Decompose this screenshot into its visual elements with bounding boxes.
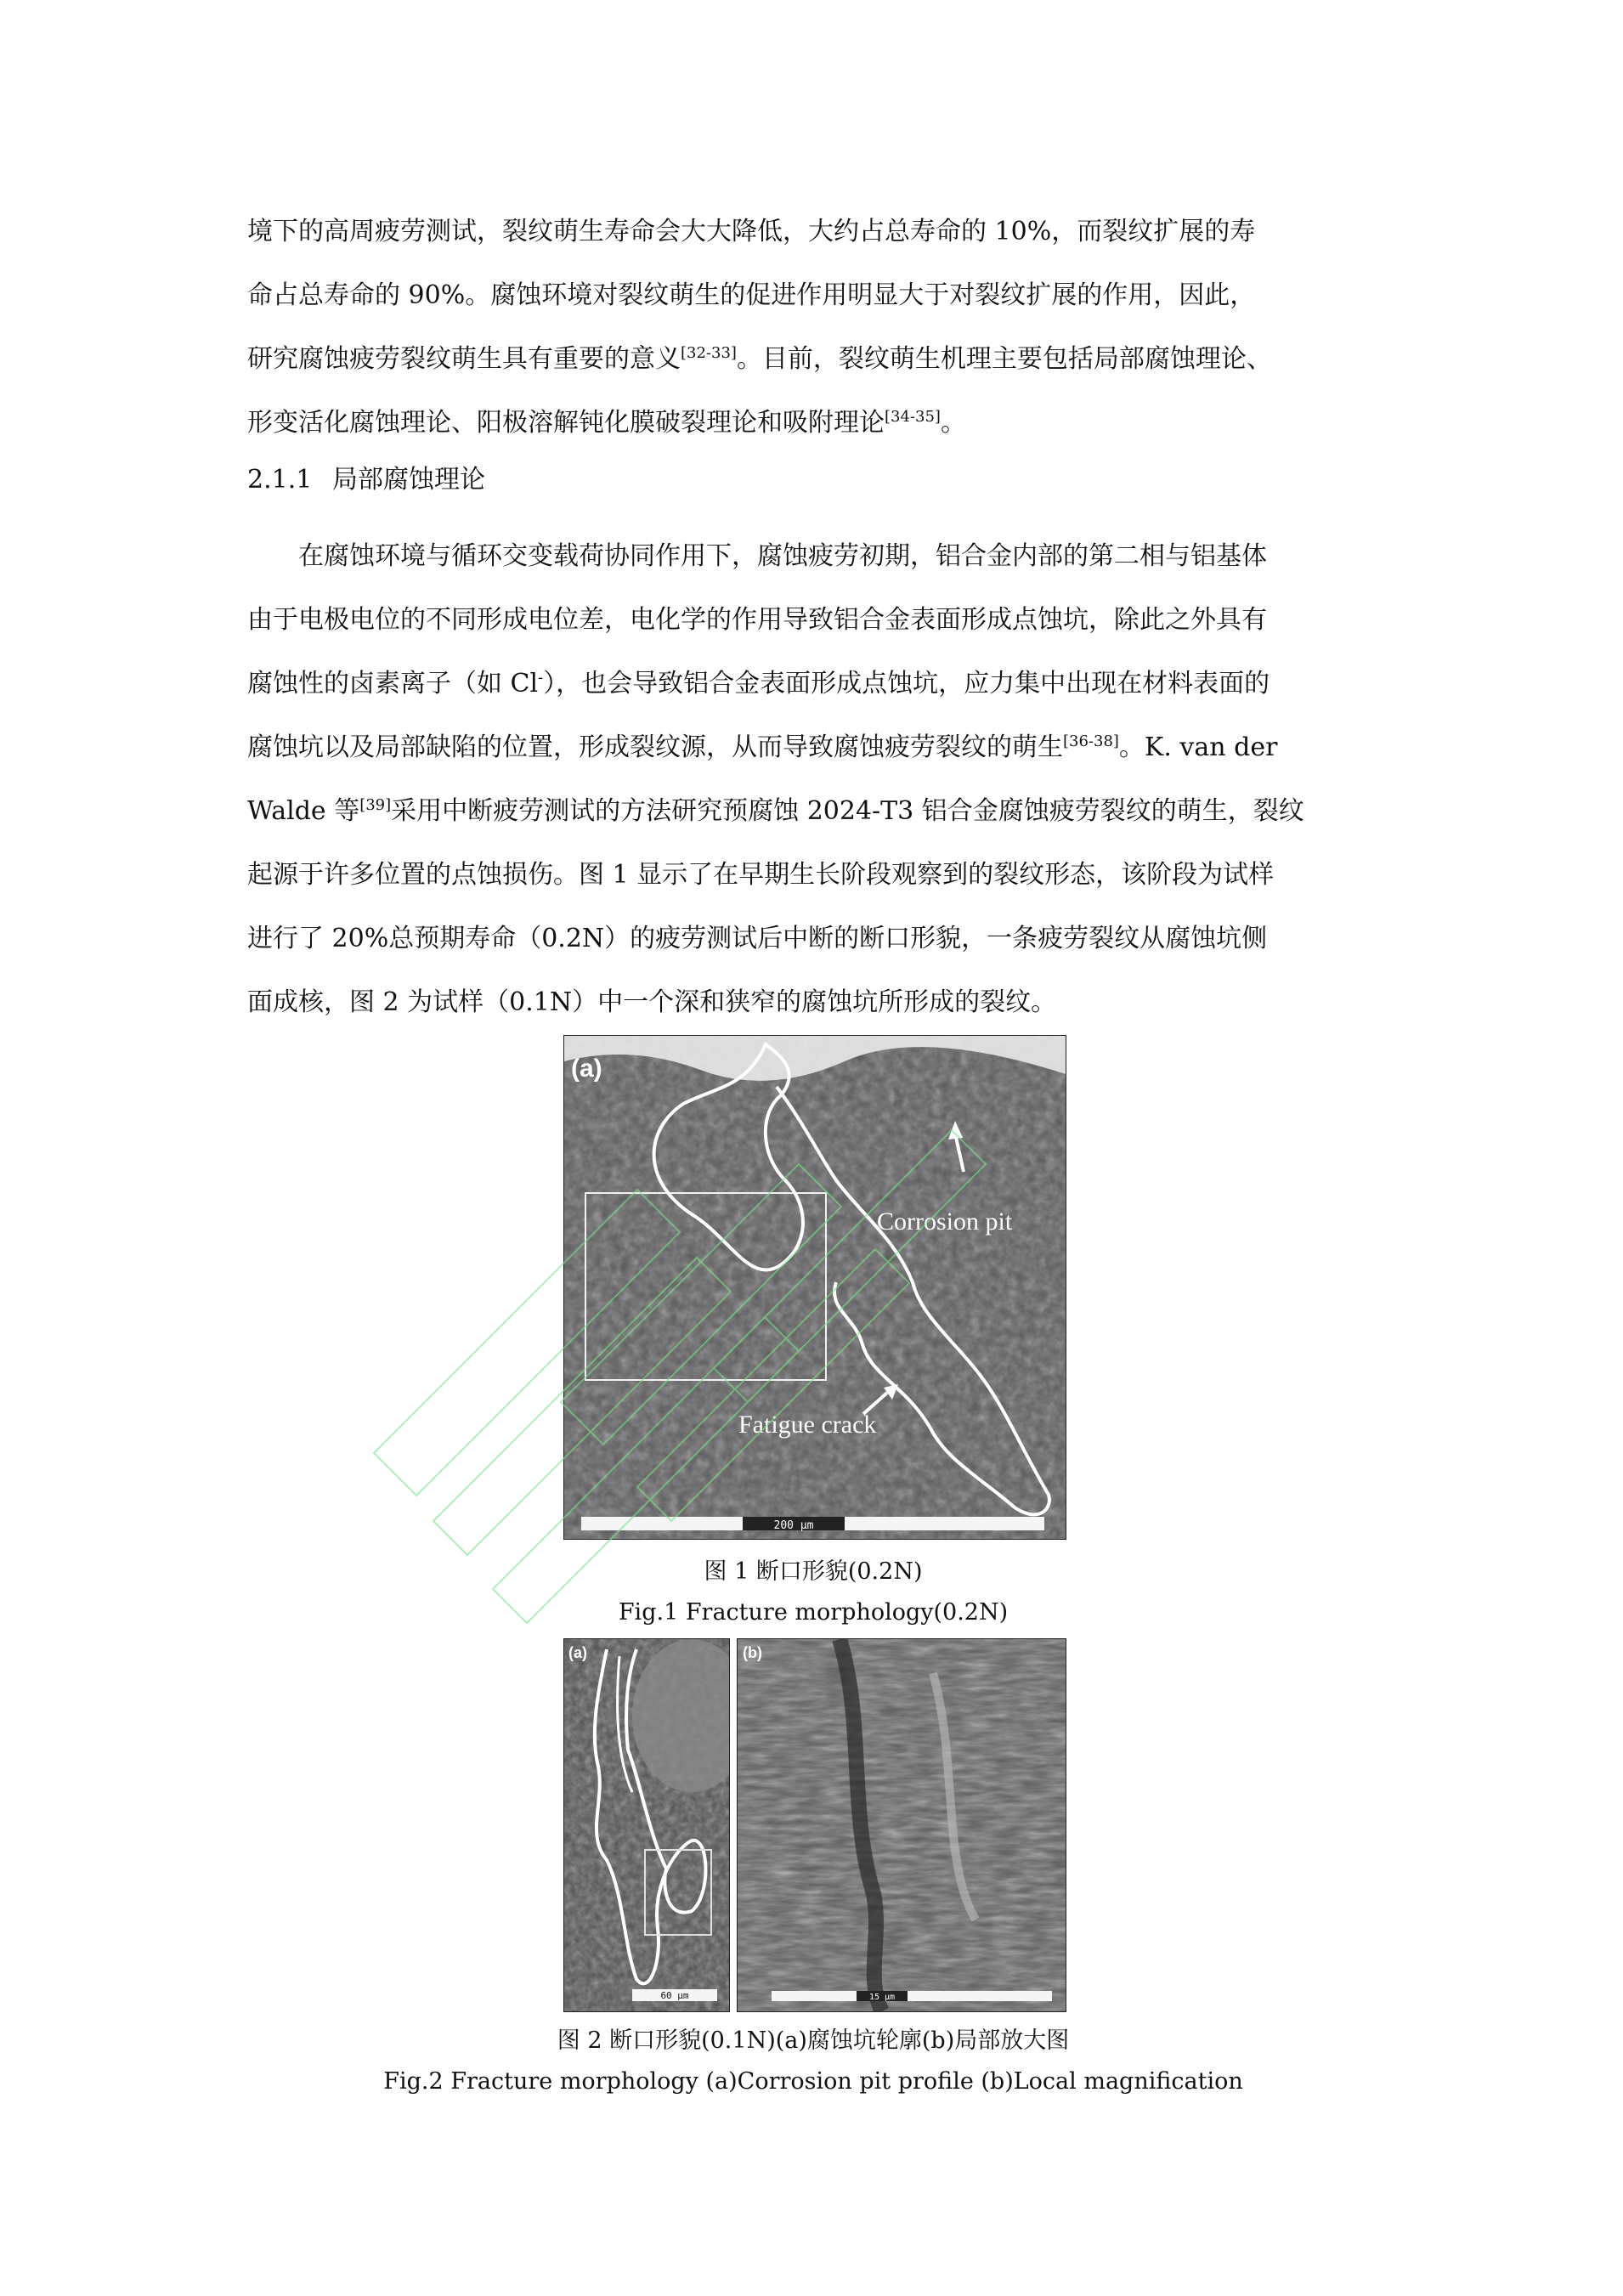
text-line: 研究腐蚀疲劳裂纹萌生具有重要的意义[32-33]。目前，裂纹萌生机理主要包括局部腐蚀理论、 [247,344,1272,374]
text-line: 面成核，图 2 为试样（0.1N）中一个深和狭窄的腐蚀坑所形成的裂纹。 [247,987,1057,1017]
scale-bar-label: 200 μm [773,1519,814,1532]
text-line: 进行了 20%总预期寿命（0.2N）的疲劳测试后中断的断口形貌，一条疲劳裂纹从腐蚀坑侧 [247,924,1268,953]
text-line: 起源于许多位置的点蚀损伤。图 1 显示了在早期生长阶段观察到的裂纹形态，该阶段为试样 [247,860,1275,890]
text-line: 腐蚀性的卤素离子（如 Cl-），也会导致铝合金表面形成点蚀坑，应力集中出现在材料表面的 [247,669,1270,698]
text-line: 在腐蚀环境与循环交变载荷协同作用下，腐蚀疲劳初期，铝合金内部的第二相与铝基体 [298,541,1267,571]
corrosion-pit-label: Corrosion pit [877,1207,1013,1236]
figure-1-image [563,1035,1066,1540]
figure-1-caption-en: Fig.1 Fracture morphology(0.2N) [618,1599,1009,1626]
section-number: 2.1.1 [247,465,313,495]
figure-2b-image [737,1638,1066,2012]
paragraph-1 [247,200,1379,455]
text-line: 命占总寿命的 90%。腐蚀环境对裂纹萌生的促进作用明显大于对裂纹扩展的作用，因此， [247,280,1256,310]
fatigue-crack-label: Fatigue crack [738,1411,877,1439]
section-heading [247,463,485,497]
figure-2-caption-en: Fig.2 Fracture morphology (a)Corrosion pit profile (b)Local magnification [383,2068,1243,2095]
scale-bar-label: 15 μm [868,1993,896,2002]
citation: [32-33] [681,344,737,362]
panel-label: (a) [568,1644,587,1661]
text-line: Walde 等[39]采用中断疲劳测试的方法研究预腐蚀 2024-T3 铝合金腐蚀疲劳裂纹的萌生，裂纹 [247,796,1304,826]
citation: [39] [359,796,392,814]
panel-label: (b) [743,1644,762,1661]
scale-bar-label: 60 μm [660,1990,689,2001]
figure-2-caption-cn: 图 2 断口形貌(0.1N)(a)腐蚀坑轮廓(b)局部放大图 [557,2027,1070,2054]
citation: [34-35] [885,408,941,426]
section-title: 局部腐蚀理论 [332,465,485,495]
text-line: 境下的高周疲劳测试，裂纹萌生寿命会大大降低，大约占总寿命的 10%，而裂纹扩展的寿 [247,217,1256,246]
panel-label: (a) [571,1055,602,1083]
figure-1-caption-cn: 图 1 断口形貌(0.2N) [704,1558,923,1585]
text-line: 由于电极电位的不同形成电位差，电化学的作用导致铝合金表面形成点蚀坑，除此之外具有 [247,605,1267,635]
figure-2a-image [563,1638,730,2012]
paragraph-2 [247,524,1379,1034]
text-line: 形变活化腐蚀理论、阳极溶解钝化膜破裂理论和吸附理论[34-35]。 [247,408,966,438]
citation: [36-38] [1063,732,1119,750]
text-line: 腐蚀坑以及局部缺陷的位置，形成裂纹源，从而导致腐蚀疲劳裂纹的萌生[36-38]。K. van der [247,732,1278,762]
